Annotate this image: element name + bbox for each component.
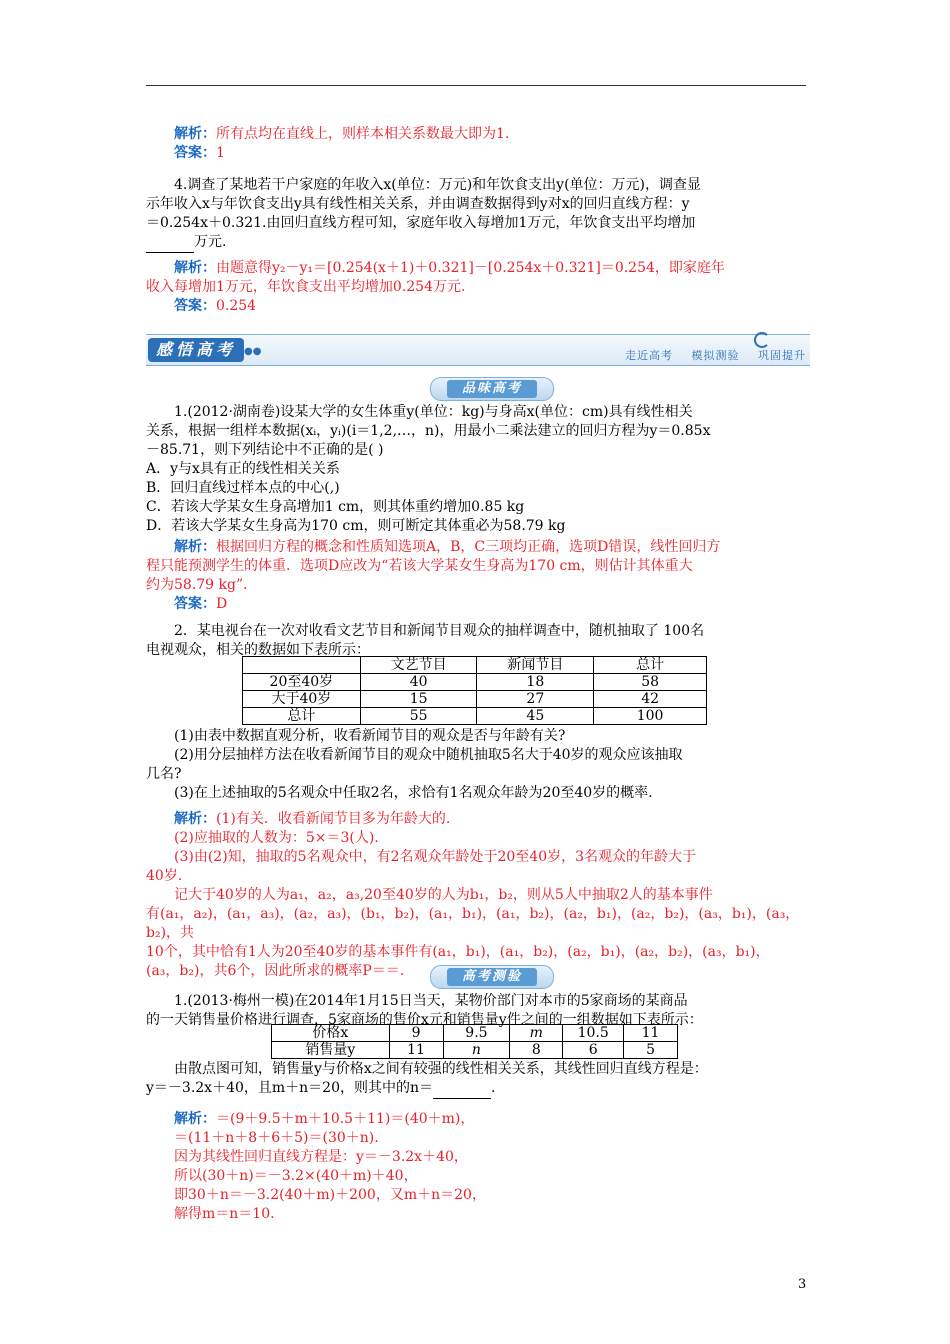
q4-analysis-line2: 收入每增加1万元，年饮食支出平均增加0.254万元. <box>146 279 466 295</box>
g1-analysis-line3: 约为58.79 kg”． <box>146 577 258 593</box>
answer-label: 答案： <box>174 298 216 314</box>
q4-line3: ＝0.254x＋0.321.由回归直线方程可知，家庭年收入每增加1万元，年饮食支出平均增加 <box>146 215 696 231</box>
question-4 <box>146 176 808 253</box>
swirl-icon <box>754 332 770 348</box>
g2-q1: (1)由表中数据直观分析，收看新闻节目的观众是否与年龄有关? <box>174 728 566 744</box>
option-b: B．回归直线过样本点的中心(,) <box>146 480 340 496</box>
page-number: 3 <box>798 1277 807 1292</box>
section-tag-1 <box>430 377 554 401</box>
answer-text: 0.254 <box>216 298 257 314</box>
g1-analysis-line2: 程只能预测学生的体重．选项D应改为“若该大学某女生身高为170 cm，则估计其体重大 <box>146 558 693 574</box>
header-rule <box>146 85 806 86</box>
table-row: 总计 55 45 100 <box>243 708 707 725</box>
gaokao-question-1 <box>146 403 808 536</box>
answer-blank <box>433 1079 491 1099</box>
g2-analysis-2: (2)应抽取的人数为：5×＝3(人). <box>174 830 379 846</box>
m1-analysis-1: ＝(9＋9.5＋m＋10.5＋11)＝(40＋m)， <box>216 1111 475 1127</box>
g2-analysis-4d: (a₃，b₂)，共6个，因此所求的概率P＝＝. <box>146 963 405 979</box>
gaokao-question-2 <box>146 622 808 660</box>
answer-blank <box>146 233 194 253</box>
q4-blank-end: 万元. <box>194 234 227 250</box>
tag-label: 高考测验 <box>447 968 537 986</box>
banner-subtitles <box>611 347 806 363</box>
banner-sub-3: 巩固提升 <box>758 349 806 362</box>
g1-analysis <box>146 538 808 614</box>
dots-icon: ●● <box>244 346 262 357</box>
section-tag-2 <box>430 965 554 989</box>
analysis-label: 解析： <box>174 126 216 142</box>
answer-text: 1 <box>216 145 225 161</box>
option-d: D．若该大学某女生身高为170 cm，则可断定其体重必为58.79 kg <box>146 518 566 534</box>
m1-analysis-5: 即30＋n＝－3.2(40＋m)＋200，又m＋n＝20， <box>174 1187 486 1203</box>
banner-sub-2: 模拟测验 <box>691 349 740 362</box>
tag-label: 品味高考 <box>447 380 537 398</box>
analysis-text: 所有点均在直线上，则样本相关系数最大即为1. <box>216 126 510 142</box>
analysis-label: 解析： <box>174 811 216 827</box>
g1-line2: 关系，根据一组样本数据(xᵢ，yᵢ)(i＝1,2,…，n)，用最小二乘法建立的回归方程为y＝0.85x <box>146 423 711 439</box>
g2-questions <box>146 727 808 803</box>
price-sales-table <box>271 1024 678 1059</box>
m1-body: 由散点图可知，销售量y与价格x之间有较强的线性相关关系，其线性回归直线方程是： y＝－3.2x＋40，且m＋n＝20，则其中的n＝ . <box>146 1060 808 1099</box>
g2-analysis-3a: (3)由(2)知，抽取的5名观众中，有2名观众年龄处于20至40岁，3名观众的年龄大于 <box>174 849 697 865</box>
answer-label: 答案： <box>174 596 216 612</box>
m1-line1: 1.(2013·梅州一模)在2014年1月15日当天，某物价部门对本市的5家商场的某商品 <box>174 993 688 1009</box>
g2-analysis <box>146 810 808 981</box>
g2-analysis-3b: 40岁. <box>146 868 183 884</box>
m1-analysis-2: ＝(11＋n＋8＋6＋5)＝(30＋n). <box>174 1130 379 1146</box>
g2-analysis-4c: 10个，其中恰有1人为20至40岁的基本事件有(a₁，b₁)，(a₁，b₂)，(a₂，b₁)，(a₂，b₂)，(a₃，b₁)， <box>146 944 770 960</box>
answer-text: D <box>216 596 228 612</box>
answer-label: 答案： <box>174 145 216 161</box>
table-row: 价格x 9 9.5 m 10.5 11 <box>272 1025 678 1042</box>
g1-analysis-line1: 根据回归方程的概念和性质知选项A，B，C三项均正确，选项D错误，线性回归方 <box>216 539 721 555</box>
g2-analysis-4b: 有(a₁，a₂)，(a₁，a₃)，(a₂，a₃)，(b₁，b₂)，(a₁，b₁)，(a₁，b₂)，(a₂，b₁)，(a₂，b₂)，(a₃，b₁)，(a₃，b₂)，共 <box>146 906 800 941</box>
banner-title: 感悟高考 <box>148 338 244 362</box>
banner-sub-1: 走近高考 <box>625 349 673 362</box>
analysis-label: 解析： <box>174 539 216 555</box>
table-row: 20至40岁 40 18 58 <box>243 674 707 691</box>
prev-answer-block <box>146 125 808 163</box>
table-row: 大于40岁 15 27 42 <box>243 691 707 708</box>
table-row: 销售量y 11 n 8 6 5 <box>272 1042 678 1059</box>
g2-line2: 电视观众，相关的数据如下表所示： <box>146 642 370 658</box>
q4-line1: 4.调查了某地若干户家庭的年收入x(单位：万元)和年饮食支出y(单位：万元)，调查显 <box>174 177 702 193</box>
m1-analysis <box>146 1110 808 1224</box>
g2-q2a: (2)用分层抽样方法在收看新闻节目的观众中随机抽取5名大于40岁的观众应该抽取 <box>174 747 683 763</box>
g2-analysis-1: (1)有关．收看新闻节目多为年龄大的. <box>216 811 451 827</box>
m1-line4: y＝－3.2x＋40，且m＋n＝20，则其中的n＝ <box>146 1080 434 1096</box>
q4-line2: 示年收入x与年饮食支出y具有线性相关关系，并由调查数据得到y对x的回归直线方程：y <box>146 196 690 212</box>
g2-line1: 2．某电视台在一次对收看文艺节目和新闻节目观众的抽样调查中，随机抽取了 100名 <box>174 623 705 639</box>
m1-analysis-4: 所以(30＋n)＝－3.2×(40＋m)＋40， <box>174 1168 418 1184</box>
m1-line3: 由散点图可知，销售量y与价格x之间有较强的线性相关关系，其线性回归直线方程是： <box>174 1061 708 1077</box>
g1-line3: －85.71，则下列结论中不正确的是( ) <box>146 442 384 458</box>
table-row: 文艺节目 新闻节目 总计 <box>243 657 707 674</box>
section-banner <box>146 334 810 366</box>
analysis-label: 解析： <box>174 1111 216 1127</box>
m1-line2: 的一天销售量价格进行调查，5家商场的售价x元和销售量y件之间的一组数据如下表所示： <box>146 1012 703 1028</box>
g2-q3: (3)在上述抽取的5名观众中任取2名，求恰有1名观众年龄为20至40岁的概率. <box>174 785 653 801</box>
option-a: A．y与x具有正的线性相关关系 <box>146 461 340 477</box>
g2-q2b: 几名? <box>146 766 182 782</box>
m1-analysis-3: 因为其线性回归直线方程是：y＝－3.2x＋40， <box>174 1149 468 1165</box>
analysis-label: 解析： <box>174 260 216 276</box>
g2-analysis-4a: 记大于40岁的人为a₁，a₂，a₃,20至40岁的人为b₁，b₂，则从5人中抽取2人的基本事件 <box>174 887 713 903</box>
g1-line1: 1.(2012·湖南卷)设某大学的女生体重y(单位：kg)与身高x(单位：cm)具有线性相关 <box>174 404 693 420</box>
age-news-table <box>242 656 707 725</box>
q4-analysis <box>146 259 808 316</box>
q4-analysis-line1: 由题意得y₂－y₁＝[0.254(x＋1)＋0.321]－[0.254x＋0.321]＝0.254，即家庭年 <box>216 260 725 276</box>
m1-analysis-6: 解得m＝n＝10. <box>174 1206 275 1222</box>
option-c: C．若该大学某女生身高增加1 cm，则其体重约增加0.85 kg <box>146 499 525 515</box>
